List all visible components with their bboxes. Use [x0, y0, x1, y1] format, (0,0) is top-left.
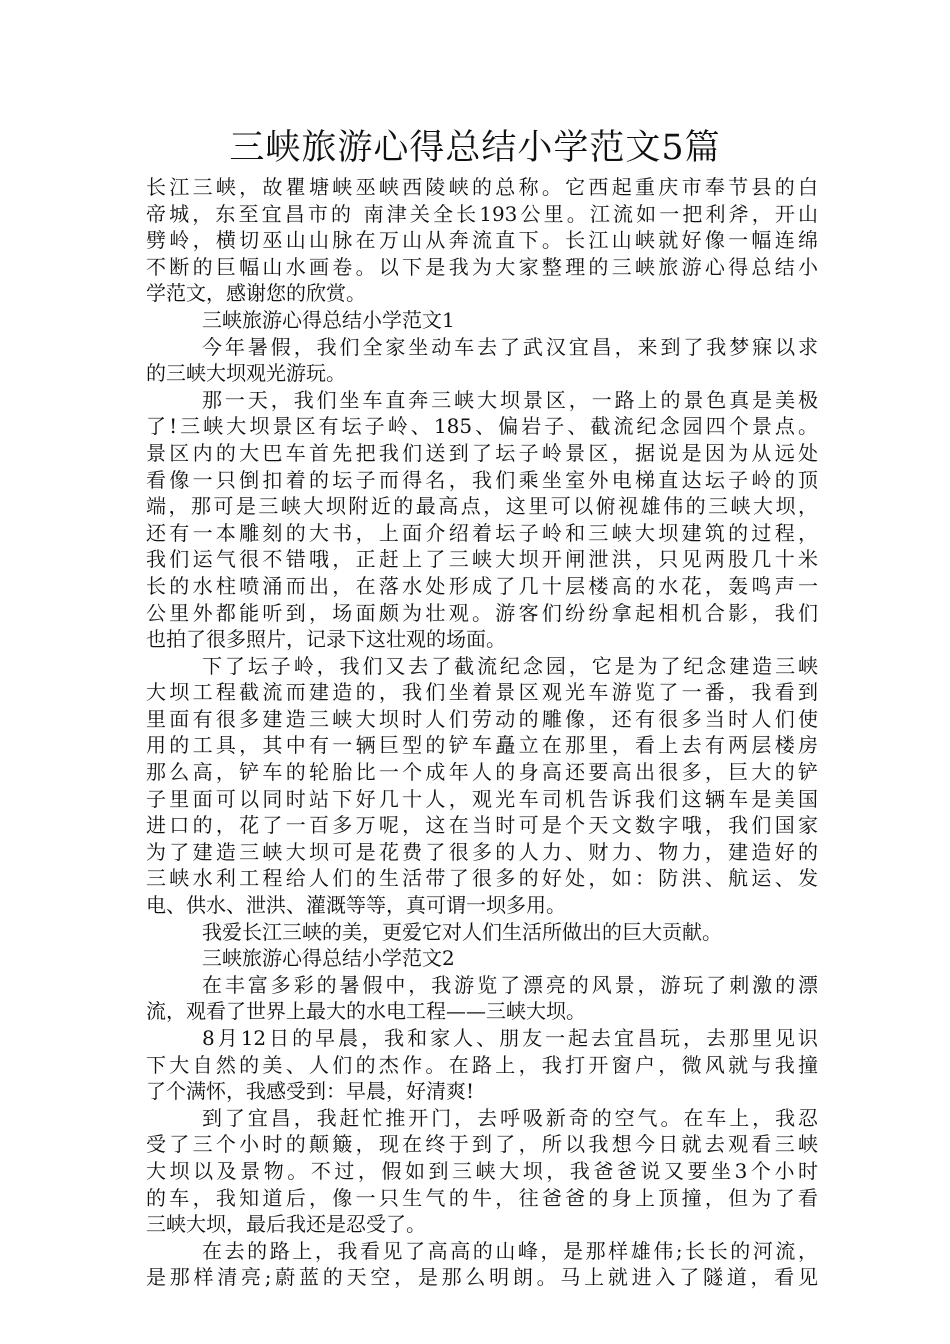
text-line: 公里外都能听到，场面颇为壮观。游客们纷纷拿起相机合影，我们: [146, 600, 818, 625]
text-line: 长江三峡，故瞿塘峡巫峡西陵峡的总称。它西起重庆市奉节县的白: [146, 175, 818, 199]
text-line: 用的工具，其中有一辆巨型的铲车矗立在那里，看上去有两层楼房: [146, 733, 818, 758]
text-line: 景区内的大巴车首先把我们送到了坛子岭景区，据说是因为从远处: [146, 440, 818, 465]
text-line: 劈岭，横切巫山山脉在万山从奔流直下。长江山峡就好像一幅连绵: [146, 228, 818, 253]
text-line: 三峡旅游心得总结小学范文2: [202, 946, 455, 971]
text-line: 了个满怀，我感受到：早晨，好清爽!: [146, 1079, 475, 1104]
text-line: 三峡旅游心得总结小学范文1: [202, 307, 455, 332]
text-line: 大坝工程截流而建造的，我们坐着景区观光车游览了一番，我看到: [146, 680, 818, 705]
text-line: 子里面可以同时站下好几十人，观光车司机告诉我们这辆车是美国: [146, 786, 818, 811]
text-line: 受了三个小时的颠簸，现在终于到了，所以我想今日就去观看三峡: [146, 1132, 818, 1157]
text-line: 不断的巨幅山水画卷。以下是我为大家整理的三峡旅游心得总结小: [146, 254, 818, 279]
text-line: 流，观看了世界上最大的水电工程——三峡大坝。: [146, 999, 586, 1024]
text-line: 电、供水、泄洪、灌溉等等，真可谓一坝多用。: [146, 893, 566, 918]
text-line: 在丰富多彩的暑假中，我游览了漂亮的风景，游玩了刺激的漂: [202, 972, 818, 997]
text-line: 下了坛子岭，我们又去了截流纪念园，它是为了纪念建造三峡: [202, 653, 818, 678]
text-line: 到了宜昌，我赶忙推开门，去呼吸新奇的空气。在车上，我忍: [202, 1105, 818, 1130]
text-line: 8月12日的早晨，我和家人、朋友一起去宜昌玩，去那里见识: [202, 1026, 818, 1050]
text-line: 进口的，花了一百多万呢，这在当时可是个天文数字哦，我们国家: [146, 813, 818, 838]
text-line: 端，那可是三峡大坝附近的最高点，这里可以俯视雄伟的三峡大坝，: [146, 494, 818, 519]
document-title: 三峡旅游心得总结小学范文5篇: [229, 128, 721, 168]
text-line: 也拍了很多照片，记录下这壮观的场面。: [146, 627, 506, 652]
text-line: 今年暑假，我们全家坐动车去了武汉宜昌，来到了我梦寐以求: [202, 334, 818, 359]
text-line: 是那样清亮;蔚蓝的天空，是那么明朗。马上就进入了隧道，看见: [146, 1265, 818, 1290]
text-line: 三峡水利工程给人们的生活带了很多的好处，如：防洪、航运、发: [146, 866, 818, 891]
text-line: 在去的路上，我看见了高高的山峰，是那样雄伟;长长的河流，: [202, 1238, 818, 1263]
text-line: 的三峡大坝观光游玩。: [146, 361, 346, 386]
text-line: 学范文，感谢您的欣赏。: [146, 281, 366, 306]
text-line: 那一天，我们坐车直奔三峡大坝景区，一路上的景色真是美极: [202, 387, 818, 412]
text-line: 的车，我知道后，像一只生气的牛，往爸爸的身上顶撞，但为了看: [146, 1185, 818, 1210]
text-line: 了!三峡大坝景区有坛子岭、185、偏岩子、截流纪念园四个景点。: [146, 414, 818, 439]
text-line: 下大自然的美、人们的杰作。在路上，我打开窗户，微风就与我撞: [146, 1052, 818, 1077]
text-line: 三峡大坝，最后我还是忍受了。: [146, 1212, 426, 1237]
text-line: 我们运气很不错哦，正赶上了三峡大坝开闸泄洪，只见两股几十米: [146, 547, 818, 572]
document-body: [146, 174, 818, 1291]
text-line: 大坝以及景物。不过，假如到三峡大坝，我爸爸说又要坐3个小时: [146, 1158, 818, 1183]
text-line: 我爱长江三峡的美，更爱它对人们生活所做出的巨大贡献。: [202, 919, 722, 944]
text-line: 帝城，东至宜昌市的 南津关全长193公里。江流如一把利斧，开山: [146, 201, 818, 226]
text-line: 那么高，铲车的轮胎比一个成年人的身高还要高出很多，巨大的铲: [146, 760, 818, 785]
text-line: 看像一只倒扣着的坛子而得名，我们乘坐室外电梯直达坛子岭的顶: [146, 467, 818, 492]
text-line: 还有一本雕刻的大书，上面介绍着坛子岭和三峡大坝建筑的过程，: [146, 520, 818, 545]
text-line: 里面有很多建造三峡大坝时人们劳动的雕像，还有很多当时人们使: [146, 706, 818, 731]
text-line: 为了建造三峡大坝可是花费了很多的人力、财力、物力，建造好的: [146, 839, 818, 864]
text-line: 长的水柱喷涌而出，在落水处形成了几十层楼高的水花，轰鸣声一: [146, 573, 818, 598]
